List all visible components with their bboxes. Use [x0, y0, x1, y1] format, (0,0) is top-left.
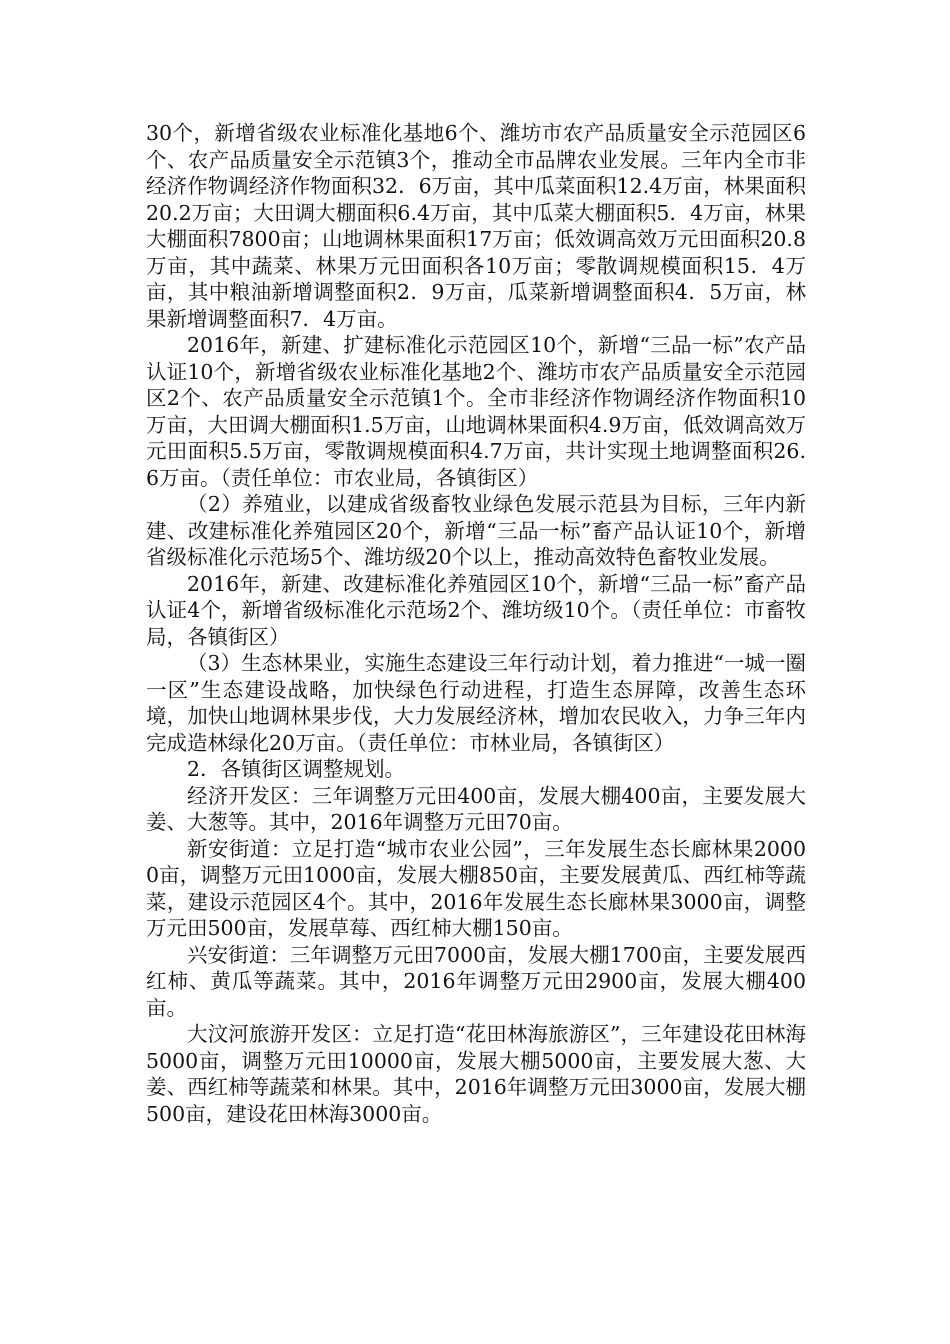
paragraph-continuation: 30个，新增省级农业标准化基地6个、潍坊市农产品质量安全示范园区6个、农产品质量安全示范镇3个，推动全市品牌农业发展。三年内全市非经济作物调经济作物面积32．6万亩，其中瓜菜面积12.4万亩，林果面积20.2万亩；大田调大棚面积6.4万亩，其中瓜菜大棚面积5．4万亩，林果大棚面积7800亩；山地调林果面积17万亩；低效调高效万元田面积20.8万亩，其中蔬菜、林果万元田面积各10万亩；零散调规模面积15．4万亩，其中粮油新增调整面积2．9万亩，瓜菜新增调整面积4．5万亩，林果新增调整面积7．4万亩。: [146, 121, 806, 331]
paragraph-ecological-forestry: （3）生态林果业，实施生态建设三年行动计划，着力推进“一城一圈一区”生态建设战略，加快绿色行动进程，打造生态屏障，改善生态环境，加快山地调林果步伐，大力发展经济林，增加农民收入，力争三年内完成造林绿化20万亩。（责任单位：市林业局，各镇街区）: [146, 651, 806, 755]
paragraph-2016-agriculture: 2016年，新建、扩建标准化示范园区10个，新增“三品一标”农产品认证10个，新增省级农业标准化基地2个、潍坊市农产品质量安全示范园区2个、农产品质量安全示范镇1个。全市非经济作物调经济作物面积10万亩，大田调大棚面积1.5万亩，山地调林果面积4.9万亩，低效调高效万元田面积5.5万亩，零散调规模面积4.7万亩，共计实现土地调整面积26.6万亩。（责任单位：市农业局，各镇街区）: [146, 333, 806, 490]
paragraph-dawen-river-zone: 大汶河旅游开发区：立足打造“花田林海旅游区”，三年建设花田林海5000亩，调整万元田10000亩，发展大棚5000亩，主要发展大葱、大姜、西红柿等蔬菜和林果。其中，2016年调整万元田3000亩，发展大棚500亩，建设花田林海3000亩。: [146, 1022, 806, 1126]
section-heading-town-planning: 2．各镇街区调整规划。: [187, 757, 406, 781]
document-page: [146, 120, 806, 1127]
paragraph-xinan-street: 新安街道：立足打造“城市农业公园”，三年发展生态长廊林果20000亩，调整万元田1000亩，发展大棚850亩，主要发展黄瓜、西红柿等蔬菜，建设示范园区4个。其中，2016年发展生态长廊林果3000亩，调整万元田500亩，发展草莓、西红柿大棚150亩。: [146, 836, 806, 940]
paragraph-breeding: （2）养殖业，以建成省级畜牧业绿色发展示范县为目标，三年内新建、改建标准化养殖园区20个，新增“三品一标”畜产品认证10个，新增省级标准化示范场5个、潍坊级20个以上，推动高效特色畜牧业发展。: [146, 492, 806, 569]
paragraph-xingan-street: 兴安街道：三年调整万元田7000亩，发展大棚1700亩，主要发展西红柿、黄瓜等蔬菜。其中，2016年调整万元田2900亩，发展大棚400亩。: [146, 942, 806, 1020]
paragraph-2016-breeding: 2016年，新建、改建标准化养殖园区10个，新增“三品一标”畜产品认证4个，新增省级标准化示范场2个、潍坊级10个。（责任单位：市畜牧局，各镇街区）: [146, 571, 806, 649]
paragraph-economic-development-zone: 经济开发区：三年调整万元田400亩，发展大棚400亩，主要发展大姜、大葱等。其中，2016年调整万元田70亩。: [146, 783, 806, 834]
